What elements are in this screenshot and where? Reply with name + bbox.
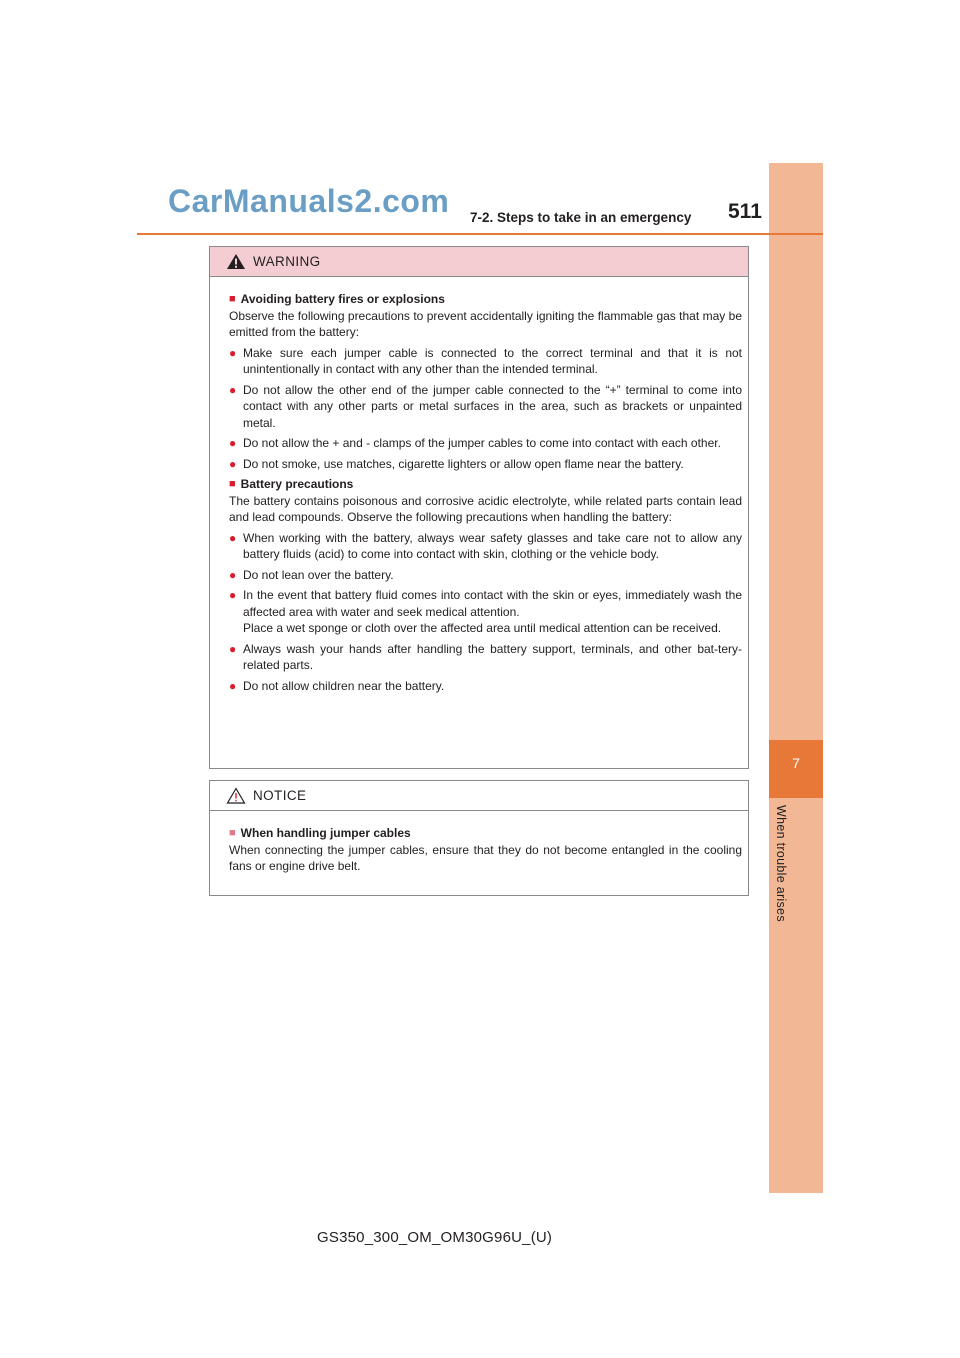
bullet-dot-icon: ●: [229, 678, 237, 693]
notice-box: [209, 780, 749, 896]
notice-body: [210, 811, 748, 875]
list-item: ● Do not smoke, use matches, cigarette lighters or allow open flame near the battery.: [229, 456, 684, 471]
document-code: GS350_300_OM_OM30G96U_(U): [317, 1229, 553, 1246]
warning-label: WARNING: [253, 254, 321, 269]
page-number: 511: [728, 200, 762, 223]
warning-intro: The battery contains poisonous and corrosive acidic electrolyte, while related parts contain lead and lead compounds. Observe the following precautions when handling the battery:: [229, 493, 742, 524]
bullet-dot-icon: ●: [229, 436, 237, 450]
notice-header: [210, 781, 748, 811]
warning-triangle-icon: [226, 253, 246, 270]
bullet-dot-icon: ●: [229, 345, 237, 360]
warning-subheading: ■ Avoiding battery fires or explosions: [229, 292, 445, 306]
bullet-dot-icon: ●: [229, 530, 237, 545]
list-item: ● Do not lean over the battery.: [229, 567, 394, 582]
notice-triangle-icon: [226, 787, 246, 804]
list-item: ● Do not allow children near the battery.: [229, 678, 445, 693]
square-bullet-icon: ■: [229, 293, 236, 305]
bullet-dot-icon: ●: [229, 588, 237, 602]
square-bullet-icon: ■: [229, 478, 236, 490]
section-title: 7-2. Steps to take in an emergency: [470, 210, 692, 225]
list-item: ● Always wash your hands after handling the battery support, terminals, and other bat-tery-related parts.: [229, 641, 742, 672]
chapter-sidebar: [769, 163, 823, 1193]
notice-text: When connecting the jumper cables, ensure that they do not become entangled in the cooling fans or engine drive belt.: [229, 842, 742, 873]
chapter-title: When trouble arises: [774, 805, 788, 922]
list-item: ● Do not allow the + and - clamps of the jumper cables to come into contact with each other.: [229, 436, 721, 450]
notice-label: NOTICE: [253, 788, 307, 803]
warning-subheading: ■ Battery precautions: [229, 477, 354, 491]
warning-intro: Observe the following precautions to prevent accidentally igniting the flammable gas that may be emitted from the battery:: [229, 308, 742, 339]
bullet-dot-icon: ●: [229, 567, 237, 582]
list-item: ● Make sure each jumper cable is connected to the correct terminal and that it is not unintentionally in contact with any other than the intended terminal.: [229, 345, 742, 376]
warning-body: [210, 277, 748, 694]
warning-box: [209, 246, 749, 769]
bullet-dot-icon: ●: [229, 641, 237, 656]
list-item: ● When working with the battery, always wear safety glasses and take care not to allow any battery fluids (acid) to come into contact with skin, clothing or the vehicle body.: [229, 530, 742, 561]
chapter-number: 7: [792, 755, 800, 771]
list-item: ● In the event that battery fluid comes into contact with the skin or eyes, immediately wash the affected area with water and seek medical attention. Place a wet sponge or cloth over the affected area until medical attention can be received.: [229, 588, 742, 635]
notice-subheading: ■ When handling jumper cables: [229, 826, 411, 840]
square-bullet-icon: ■: [229, 827, 236, 839]
list-item: ● Do not allow the other end of the jumper cable connected to the “+” terminal to come into contact with any other parts or metal surfaces in the area, such as brackets or unpainted metal.: [229, 382, 742, 430]
warning-header: [210, 247, 748, 277]
bullet-dot-icon: ●: [229, 382, 237, 397]
bullet-dot-icon: ●: [229, 456, 237, 471]
watermark-logo: CarManuals2.com: [168, 183, 450, 219]
header-rule: [137, 233, 823, 235]
